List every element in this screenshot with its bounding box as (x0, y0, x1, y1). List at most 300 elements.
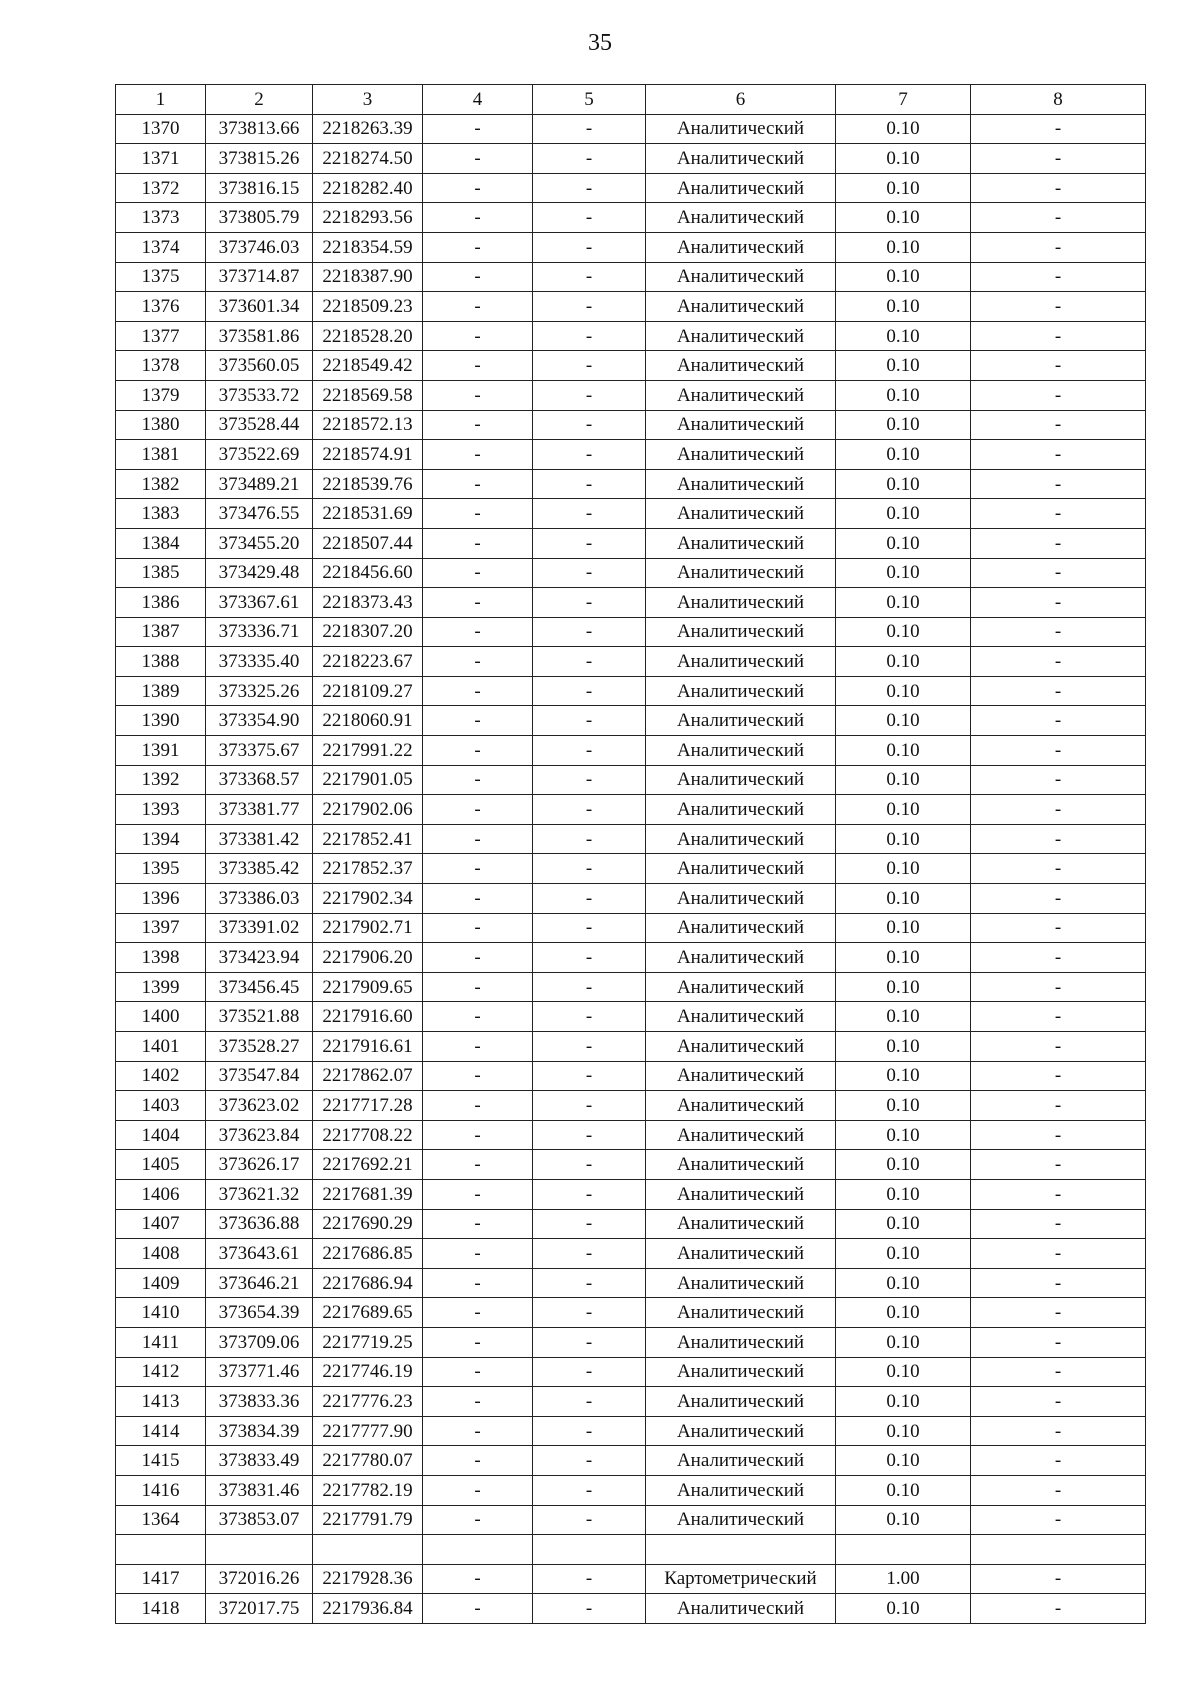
table-cell: 0.10 (836, 232, 971, 262)
table-cell: Аналитический (646, 321, 836, 351)
table-cell: - (423, 469, 533, 499)
table-cell: 0.10 (836, 1505, 971, 1535)
table-cell: - (971, 1002, 1146, 1032)
table-cell: - (971, 1268, 1146, 1298)
table-cell: - (971, 1120, 1146, 1150)
table-cell: 0.10 (836, 1209, 971, 1239)
table-cell: 0.10 (836, 676, 971, 706)
column-header: 3 (313, 85, 423, 115)
table-cell: - (423, 617, 533, 647)
table-cell: 373528.44 (206, 410, 313, 440)
table-cell: - (971, 114, 1146, 144)
table-cell (423, 1535, 533, 1565)
table-cell: - (533, 1002, 646, 1032)
table-cell: - (423, 1120, 533, 1150)
table-cell: Аналитический (646, 1268, 836, 1298)
table-cell: 373771.46 (206, 1357, 313, 1387)
table-cell: 1380 (116, 410, 206, 440)
table-row (116, 558, 1146, 588)
table-cell: 2218539.76 (313, 469, 423, 499)
table-cell: 373375.67 (206, 736, 313, 766)
table-cell: - (423, 1387, 533, 1417)
table-cell: 0.10 (836, 203, 971, 233)
table-cell: - (533, 1209, 646, 1239)
table-cell: 1386 (116, 588, 206, 618)
table-cell: 1404 (116, 1120, 206, 1150)
table-cell: 1413 (116, 1387, 206, 1417)
table-cell: - (533, 1327, 646, 1357)
table-cell: - (533, 647, 646, 677)
table-cell: 373368.57 (206, 765, 313, 795)
table-cell: 2217909.65 (313, 972, 423, 1002)
table-row (116, 1505, 1146, 1535)
table-cell: - (423, 1298, 533, 1328)
table-cell: - (423, 1564, 533, 1594)
table-cell: 373429.48 (206, 558, 313, 588)
table-cell: Аналитический (646, 1150, 836, 1180)
table-cell: - (533, 440, 646, 470)
table-row (116, 1475, 1146, 1505)
table-cell: - (423, 321, 533, 351)
table-cell: 0.10 (836, 588, 971, 618)
table-cell: 0.10 (836, 144, 971, 174)
table-cell: - (423, 410, 533, 440)
table-cell: 2218531.69 (313, 499, 423, 529)
table-cell: - (971, 1594, 1146, 1624)
table-cell: 1385 (116, 558, 206, 588)
table-cell (533, 1535, 646, 1565)
table-cell: 373476.55 (206, 499, 313, 529)
table-row (116, 1268, 1146, 1298)
table-row (116, 1120, 1146, 1150)
table-cell: 373560.05 (206, 351, 313, 381)
table-cell: 2217776.23 (313, 1387, 423, 1417)
table-cell: 1371 (116, 144, 206, 174)
table-row (116, 854, 1146, 884)
table-cell: 1376 (116, 292, 206, 322)
table-cell: 0.10 (836, 617, 971, 647)
table-cell: - (423, 380, 533, 410)
table-cell: - (533, 203, 646, 233)
table-cell: Аналитический (646, 469, 836, 499)
table-cell: 373455.20 (206, 528, 313, 558)
table-cell: 2217902.71 (313, 913, 423, 943)
table-cell: - (533, 1120, 646, 1150)
table-cell: 1411 (116, 1327, 206, 1357)
table-cell: 2217862.07 (313, 1061, 423, 1091)
table-cell: 373805.79 (206, 203, 313, 233)
table-cell: 1374 (116, 232, 206, 262)
table-cell: 0.10 (836, 1091, 971, 1121)
table-cell: - (533, 321, 646, 351)
table-cell: 1409 (116, 1268, 206, 1298)
table-cell: - (423, 943, 533, 973)
table-row (116, 1002, 1146, 1032)
table-cell: - (533, 795, 646, 825)
table-cell: - (533, 588, 646, 618)
table-cell: 0.10 (836, 1387, 971, 1417)
table-cell: - (533, 232, 646, 262)
table-cell: - (533, 1416, 646, 1446)
table-cell: Аналитический (646, 528, 836, 558)
table-cell: - (971, 1327, 1146, 1357)
table-cell: - (533, 528, 646, 558)
table-cell: - (533, 1594, 646, 1624)
table-cell: - (423, 1091, 533, 1121)
table-cell: - (423, 1594, 533, 1624)
table-row (116, 114, 1146, 144)
table-row (116, 913, 1146, 943)
table-cell: - (533, 884, 646, 914)
table-cell: 2217902.34 (313, 884, 423, 914)
table-cell: 2218387.90 (313, 262, 423, 292)
table-cell: 373815.26 (206, 144, 313, 174)
table-cell: 373521.88 (206, 1002, 313, 1032)
table-cell: Аналитический (646, 617, 836, 647)
table-cell: Аналитический (646, 1091, 836, 1121)
table-cell: 0.10 (836, 1416, 971, 1446)
table-cell: 372016.26 (206, 1564, 313, 1594)
table-cell: - (533, 1387, 646, 1417)
table-cell (836, 1535, 971, 1565)
table-cell: 373831.46 (206, 1475, 313, 1505)
table-cell: 1418 (116, 1594, 206, 1624)
table-row (116, 173, 1146, 203)
table-cell: 1417 (116, 1564, 206, 1594)
table-cell: 0.10 (836, 824, 971, 854)
table-cell: 373423.94 (206, 943, 313, 973)
table-cell: - (533, 351, 646, 381)
table-row (116, 1061, 1146, 1091)
table-cell: - (423, 1179, 533, 1209)
table-cell: - (971, 380, 1146, 410)
table-cell: - (423, 765, 533, 795)
table-row (116, 1150, 1146, 1180)
table-cell: 0.10 (836, 736, 971, 766)
table-cell: 2218293.56 (313, 203, 423, 233)
table-cell: - (423, 292, 533, 322)
table-cell: - (423, 913, 533, 943)
table-cell: 0.10 (836, 1446, 971, 1476)
table-cell: 1412 (116, 1357, 206, 1387)
table-row (116, 1032, 1146, 1062)
table-cell: Аналитический (646, 144, 836, 174)
table-cell: 2217708.22 (313, 1120, 423, 1150)
table-cell: - (971, 1150, 1146, 1180)
table-cell (971, 1535, 1146, 1565)
table-cell: - (423, 1475, 533, 1505)
table-row (116, 380, 1146, 410)
table-cell: Аналитический (646, 765, 836, 795)
table-cell: 373385.42 (206, 854, 313, 884)
table-row (116, 440, 1146, 470)
table-cell: Аналитический (646, 440, 836, 470)
table-cell: - (533, 1505, 646, 1535)
table-cell: 373816.15 (206, 173, 313, 203)
table-cell: 2218509.23 (313, 292, 423, 322)
table-cell: 1.00 (836, 1564, 971, 1594)
table-cell: - (971, 499, 1146, 529)
table-cell: Аналитический (646, 1179, 836, 1209)
table-cell: 0.10 (836, 972, 971, 1002)
table-cell: - (423, 1416, 533, 1446)
table-row (116, 469, 1146, 499)
table-cell: 2218274.50 (313, 144, 423, 174)
table-cell: 373489.21 (206, 469, 313, 499)
table-row (116, 1416, 1146, 1446)
table-cell: - (533, 114, 646, 144)
column-header: 7 (836, 85, 971, 115)
table-row (116, 706, 1146, 736)
table-cell: 1396 (116, 884, 206, 914)
table-cell: 2217901.05 (313, 765, 423, 795)
table-cell: Аналитический (646, 1594, 836, 1624)
table-cell: 0.10 (836, 795, 971, 825)
table-cell: - (423, 1150, 533, 1180)
table-cell: - (423, 499, 533, 529)
table-cell: - (533, 144, 646, 174)
table-cell: - (533, 1298, 646, 1328)
table-cell: 2218263.39 (313, 114, 423, 144)
table-cell: 1407 (116, 1209, 206, 1239)
table-cell: 373833.36 (206, 1387, 313, 1417)
table-cell: - (533, 558, 646, 588)
table-cell: - (971, 854, 1146, 884)
table-cell: 1395 (116, 854, 206, 884)
table-cell: - (423, 854, 533, 884)
table-cell: 2217719.25 (313, 1327, 423, 1357)
table-cell: 373853.07 (206, 1505, 313, 1535)
table-cell: - (423, 1061, 533, 1091)
table-cell: 0.10 (836, 1298, 971, 1328)
table-cell: 373654.39 (206, 1298, 313, 1328)
table-cell: 1391 (116, 736, 206, 766)
table-cell: 0.10 (836, 1594, 971, 1624)
table-cell: - (533, 765, 646, 795)
table-cell: 0.10 (836, 943, 971, 973)
table-cell: 2218223.67 (313, 647, 423, 677)
table-cell: 2217906.20 (313, 943, 423, 973)
table-cell: Аналитический (646, 824, 836, 854)
table-cell: 373547.84 (206, 1061, 313, 1091)
table-cell: Аналитический (646, 380, 836, 410)
table-cell (206, 1535, 313, 1565)
table-cell: - (971, 1239, 1146, 1269)
table-cell: 2217928.36 (313, 1564, 423, 1594)
table-cell: 2217852.41 (313, 824, 423, 854)
table-cell: - (423, 528, 533, 558)
table-row (116, 884, 1146, 914)
table-cell: - (423, 1002, 533, 1032)
table-cell: 1364 (116, 1505, 206, 1535)
table-cell: - (971, 972, 1146, 1002)
table-body (116, 114, 1146, 1623)
table-cell: 373636.88 (206, 1209, 313, 1239)
table-cell: 2218569.58 (313, 380, 423, 410)
table-cell: - (971, 913, 1146, 943)
table-cell: - (971, 943, 1146, 973)
table-cell: 2217780.07 (313, 1446, 423, 1476)
table-cell: - (533, 1179, 646, 1209)
table-cell: - (971, 469, 1146, 499)
table-cell (646, 1535, 836, 1565)
table-cell: Аналитический (646, 410, 836, 440)
table-cell: 373367.61 (206, 588, 313, 618)
table-cell: Аналитический (646, 854, 836, 884)
table-cell: 373381.77 (206, 795, 313, 825)
table-cell: 1406 (116, 1179, 206, 1209)
table-cell: - (971, 1032, 1146, 1062)
table-cell: - (423, 795, 533, 825)
table-cell: 1405 (116, 1150, 206, 1180)
table-row (116, 1091, 1146, 1121)
table-cell: 1382 (116, 469, 206, 499)
table-cell: 2217902.06 (313, 795, 423, 825)
table-row (116, 1446, 1146, 1476)
table-cell: 0.10 (836, 380, 971, 410)
table-cell: 373336.71 (206, 617, 313, 647)
table-cell: 2217686.85 (313, 1239, 423, 1269)
table-cell: - (971, 647, 1146, 677)
table-cell: Аналитический (646, 1387, 836, 1417)
table-cell: 1401 (116, 1032, 206, 1062)
table-cell: 2218354.59 (313, 232, 423, 262)
table-cell: 373643.61 (206, 1239, 313, 1269)
table-cell: 0.10 (836, 440, 971, 470)
table-cell: 373646.21 (206, 1268, 313, 1298)
table-cell: Аналитический (646, 1209, 836, 1239)
table-cell: 2217916.60 (313, 1002, 423, 1032)
table-cell: 1389 (116, 676, 206, 706)
column-header: 2 (206, 85, 313, 115)
table-cell: - (971, 1564, 1146, 1594)
page-number: 35 (588, 30, 612, 56)
table-cell: - (533, 824, 646, 854)
table-row (116, 1564, 1146, 1594)
table-cell: - (423, 1209, 533, 1239)
table-cell: Аналитический (646, 1505, 836, 1535)
table-row (116, 736, 1146, 766)
table-cell: Аналитический (646, 676, 836, 706)
table-cell: - (971, 736, 1146, 766)
table-cell: - (971, 558, 1146, 588)
table-cell: Аналитический (646, 173, 836, 203)
table-cell: Аналитический (646, 588, 836, 618)
table-cell: - (533, 1446, 646, 1476)
table-cell: - (971, 1505, 1146, 1535)
table-cell: 2217852.37 (313, 854, 423, 884)
table-cell: - (423, 1446, 533, 1476)
table-cell: - (971, 321, 1146, 351)
table-cell: 1414 (116, 1416, 206, 1446)
table-cell: 2217916.61 (313, 1032, 423, 1062)
table-cell: 0.10 (836, 528, 971, 558)
table-cell: - (533, 1150, 646, 1180)
table-cell: - (971, 824, 1146, 854)
table-cell: Аналитический (646, 884, 836, 914)
table-cell: Аналитический (646, 795, 836, 825)
table-cell: 1388 (116, 647, 206, 677)
table-cell: Аналитический (646, 913, 836, 943)
table-cell: - (533, 1475, 646, 1505)
table-cell: - (423, 173, 533, 203)
table-cell: 1398 (116, 943, 206, 973)
table-cell: - (971, 884, 1146, 914)
table-cell: 0.10 (836, 558, 971, 588)
table-cell: - (423, 647, 533, 677)
table-cell: - (423, 1032, 533, 1062)
table-cell: - (533, 1268, 646, 1298)
table-cell: - (533, 292, 646, 322)
table-cell: - (971, 410, 1146, 440)
table-cell: - (423, 1505, 533, 1535)
table-cell: - (971, 1209, 1146, 1239)
table-cell: 1390 (116, 706, 206, 736)
table-cell: 373386.03 (206, 884, 313, 914)
table-cell: Аналитический (646, 706, 836, 736)
table-row (116, 144, 1146, 174)
table-cell: 0.10 (836, 173, 971, 203)
table-cell: Аналитический (646, 943, 836, 973)
table-cell: 0.10 (836, 1120, 971, 1150)
table-cell: - (971, 232, 1146, 262)
table-cell: 0.10 (836, 292, 971, 322)
table-cell: 373522.69 (206, 440, 313, 470)
table-cell: Аналитический (646, 232, 836, 262)
table-cell: 0.10 (836, 262, 971, 292)
table-cell: - (533, 854, 646, 884)
table-cell: - (533, 972, 646, 1002)
table-cell: Аналитический (646, 1239, 836, 1269)
table-cell: Аналитический (646, 736, 836, 766)
table-cell: 0.10 (836, 765, 971, 795)
table-cell: - (971, 262, 1146, 292)
table-row (116, 410, 1146, 440)
table-cell: - (533, 173, 646, 203)
table-row (116, 588, 1146, 618)
table-cell: 2218549.42 (313, 351, 423, 381)
table-cell: 373709.06 (206, 1327, 313, 1357)
table-cell: - (423, 588, 533, 618)
table-cell: - (423, 972, 533, 1002)
table-row (116, 943, 1146, 973)
table-cell: - (971, 588, 1146, 618)
table-row (116, 1179, 1146, 1209)
table-cell: 2218572.13 (313, 410, 423, 440)
table-cell: 0.10 (836, 1239, 971, 1269)
table-cell: 0.10 (836, 913, 971, 943)
table-cell: - (533, 1061, 646, 1091)
table-cell: - (423, 558, 533, 588)
table-row (116, 1357, 1146, 1387)
table-cell: - (533, 913, 646, 943)
table-cell: 0.10 (836, 1061, 971, 1091)
table-cell: 373834.39 (206, 1416, 313, 1446)
table-row (116, 1594, 1146, 1624)
table-cell: - (533, 943, 646, 973)
table-cell: 1403 (116, 1091, 206, 1121)
table-cell: - (971, 676, 1146, 706)
table-cell: 0.10 (836, 1268, 971, 1298)
table-cell: 0.10 (836, 351, 971, 381)
table-cell: 1377 (116, 321, 206, 351)
table-cell: - (971, 1357, 1146, 1387)
table-cell: 0.10 (836, 1327, 971, 1357)
table-cell: - (423, 114, 533, 144)
table-cell: 1387 (116, 617, 206, 647)
table-cell: - (533, 262, 646, 292)
coordinates-table (115, 84, 1146, 1624)
